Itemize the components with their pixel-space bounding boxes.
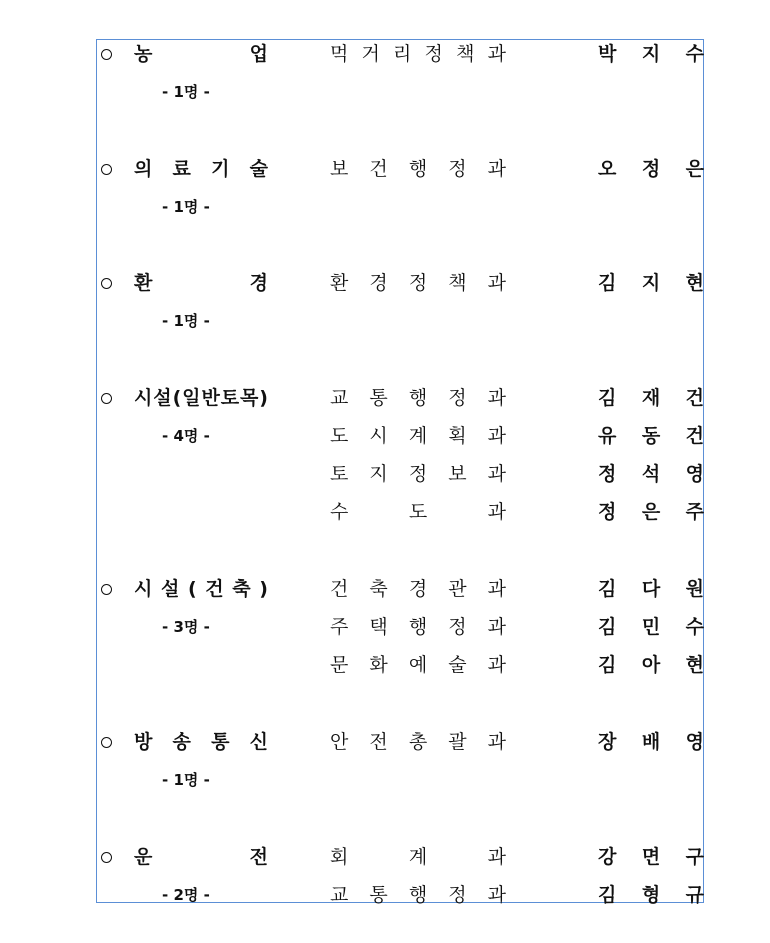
person-name: 김 다 원 bbox=[598, 578, 704, 600]
person-name: 오 정 은 bbox=[598, 158, 704, 180]
department-name: 보 건 행 정 과 bbox=[330, 158, 506, 180]
bullet-icon bbox=[98, 727, 114, 757]
field-name: 시 설 ( 건 축 ) bbox=[134, 578, 268, 600]
headcount-label: - 1명 - bbox=[162, 312, 210, 330]
person-name: 김 재 건 bbox=[598, 387, 704, 409]
person-name: 김 아 현 bbox=[598, 654, 704, 676]
department-name: 환 경 정 책 과 bbox=[330, 272, 506, 294]
department-name: 수 도 과 bbox=[330, 501, 506, 523]
department-name: 주 택 행 정 과 bbox=[330, 616, 506, 638]
department-name: 도 시 계 획 과 bbox=[330, 425, 506, 447]
department-name: 건 축 경 관 과 bbox=[330, 578, 506, 600]
bullet-icon bbox=[98, 154, 114, 184]
person-name: 김 형 규 bbox=[598, 884, 704, 906]
person-name: 김 민 수 bbox=[598, 616, 704, 638]
field-name: 방 송 통 신 bbox=[134, 731, 268, 753]
headcount-label: - 3명 - bbox=[162, 618, 210, 636]
bullet-icon bbox=[98, 268, 114, 298]
headcount-label: - 1명 - bbox=[162, 83, 210, 101]
department-name: 교 통 행 정 과 bbox=[330, 387, 506, 409]
person-name: 정 석 영 bbox=[598, 463, 704, 485]
bullet-icon bbox=[98, 39, 114, 69]
field-name: 운 전 bbox=[134, 846, 268, 868]
bullet-icon bbox=[98, 383, 114, 413]
field-name: 시 설 ( 일 반 토 목 ) bbox=[134, 387, 268, 409]
department-name: 문 화 예 술 과 bbox=[330, 654, 506, 676]
field-name: 환 경 bbox=[134, 272, 268, 294]
bullet-icon bbox=[98, 842, 114, 872]
department-name: 교 통 행 정 과 bbox=[330, 884, 506, 906]
person-name: 강 면 구 bbox=[598, 846, 704, 868]
department-name: 토 지 정 보 과 bbox=[330, 463, 506, 485]
department-name: 먹 거 리 정 책 과 bbox=[330, 43, 506, 65]
person-name: 김 지 현 bbox=[598, 272, 704, 294]
field-name: 의 료 기 술 bbox=[134, 158, 268, 180]
headcount-label: - 2명 - bbox=[162, 886, 210, 904]
headcount-label: - 1명 - bbox=[162, 771, 210, 789]
headcount-label: - 1명 - bbox=[162, 198, 210, 216]
department-name: 안 전 총 괄 과 bbox=[330, 731, 506, 753]
department-name: 회 계 과 bbox=[330, 846, 506, 868]
person-name: 유 동 건 bbox=[598, 425, 704, 447]
person-name: 정 은 주 bbox=[598, 501, 704, 523]
headcount-label: - 4명 - bbox=[162, 427, 210, 445]
person-name: 박 지 수 bbox=[598, 43, 704, 65]
person-name: 장 배 영 bbox=[598, 731, 704, 753]
bullet-icon bbox=[98, 574, 114, 604]
field-name: 농 업 bbox=[134, 43, 268, 65]
